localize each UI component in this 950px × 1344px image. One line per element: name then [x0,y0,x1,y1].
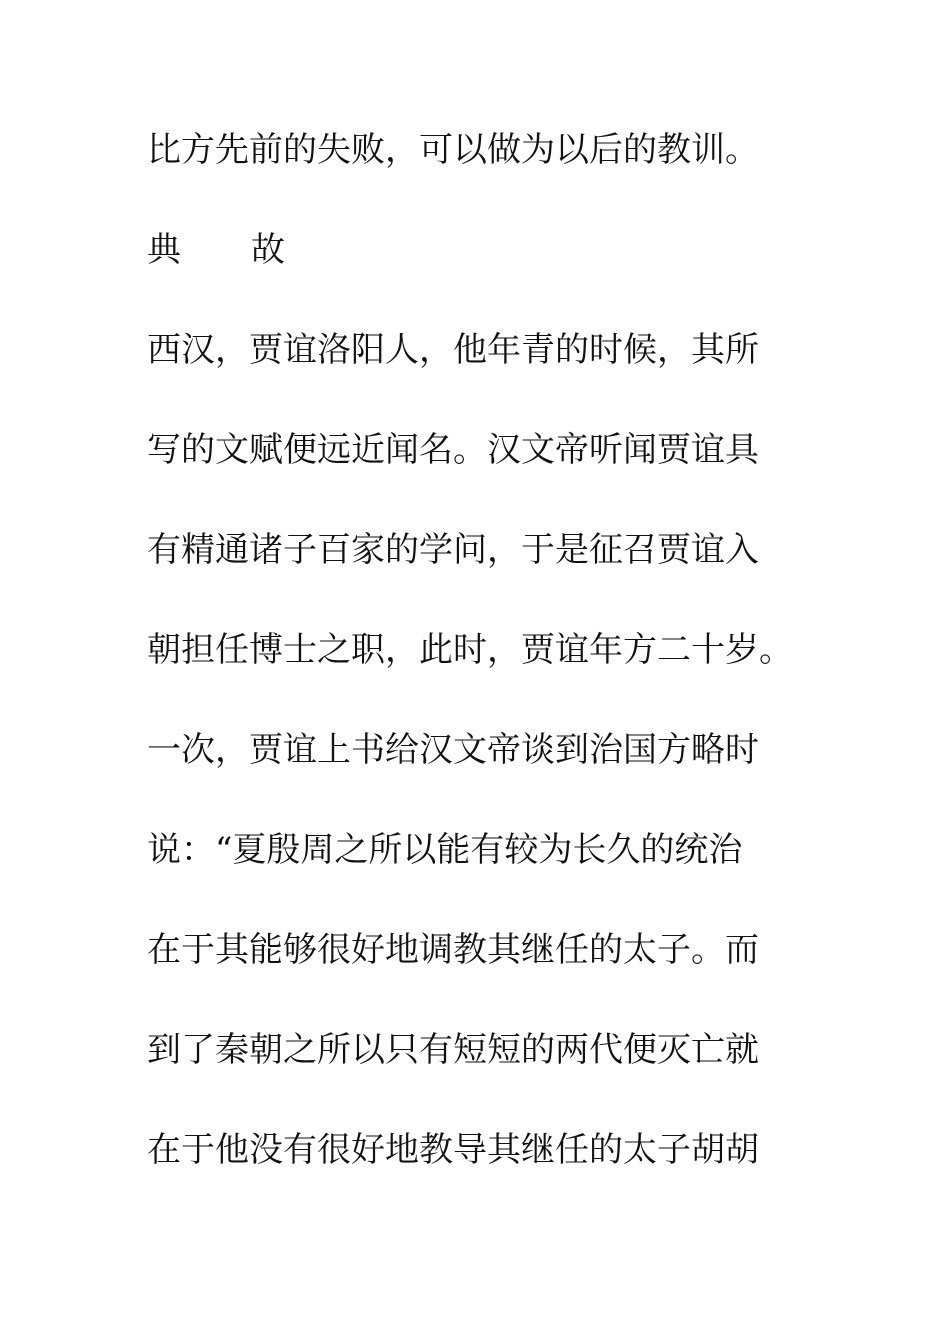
intro-line: 比方先前的失败，可以做为以后的教训。 [147,130,759,170]
paragraph-line: 到了秦朝之所以只有短短的两代便灭亡就 [147,1030,759,1070]
paragraph-line: 一次，贾谊上书给汉文帝谈到治国方略时 [147,730,759,770]
paragraph-line: 说：“夏殷周之所以能有较为长久的统治 [147,830,743,870]
paragraph-line: 写的文赋便远近闻名。汉文帝听闻贾谊具 [147,430,759,470]
paragraph-line: 在于其能够很好地调教其继任的太子。而 [147,930,759,970]
paragraph-line: 有精通诸子百家的学问，于是征召贾谊入 [147,530,759,570]
paragraph-line: 在于他没有很好地教导其继任的太子胡胡 [147,1130,759,1170]
paragraph-line: 西汉，贾谊洛阳人，他年青的时候，其所 [147,330,759,370]
heading-char-1: 典 [147,230,181,270]
heading-char-2: 故 [251,230,285,270]
paragraph-line: 朝担任博士之职，此时，贾谊年方二十岁。 [147,630,793,670]
section-heading [147,220,285,280]
